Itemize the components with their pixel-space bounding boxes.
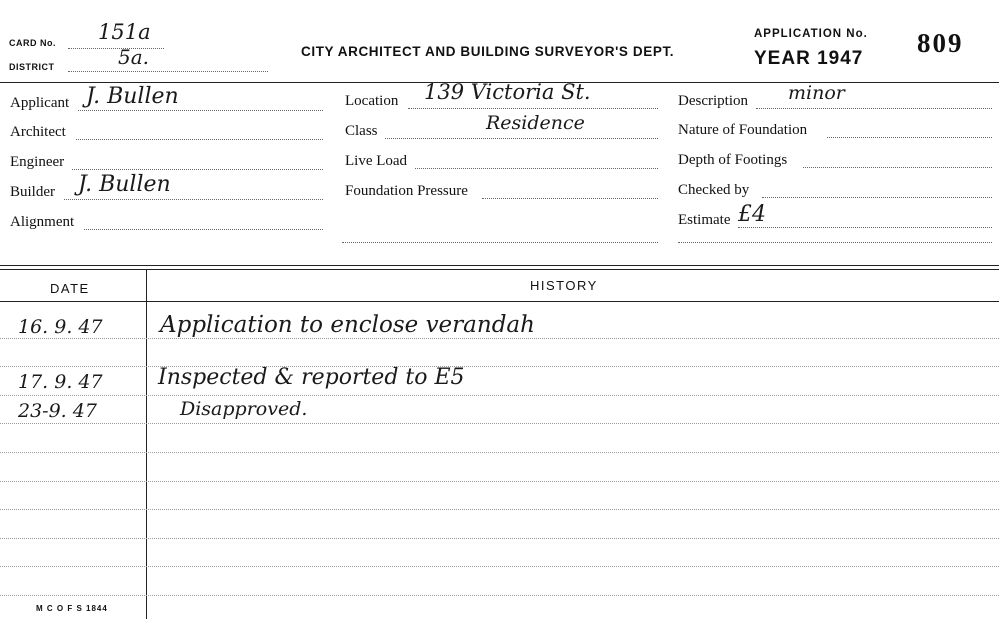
- live-load-label: Live Load: [345, 153, 408, 169]
- location-label: Location: [345, 93, 399, 109]
- application-number: 809: [917, 28, 964, 58]
- architect-label: Architect: [10, 124, 66, 140]
- class-label: Class: [345, 123, 378, 139]
- history-row-2-date: 17. 9. 47: [18, 371, 103, 393]
- history-row-2-text: Inspected & reported to E5: [158, 365, 465, 390]
- history-row-1-date: 16. 9. 47: [18, 316, 103, 338]
- date-column-header: DATE: [50, 281, 90, 296]
- card-number-value: 151a: [98, 20, 151, 44]
- application-number-label: APPLICATION No.: [754, 28, 868, 40]
- depth-of-footings-label: Depth of Footings: [678, 152, 788, 168]
- district-value: 5a.: [118, 45, 150, 69]
- builder-label: Builder: [10, 184, 55, 200]
- nature-of-foundation-label: Nature of Foundation: [678, 122, 808, 138]
- history-row-1-text: Application to enclose verandah: [160, 312, 535, 338]
- description-label: Description: [678, 93, 748, 109]
- checked-by-label: Checked by: [678, 182, 750, 198]
- history-column-header: HISTORY: [530, 278, 598, 293]
- builder-value: J. Bullen: [78, 172, 171, 197]
- applicant-value: J. Bullen: [86, 84, 179, 109]
- district-label: DISTRICT: [9, 62, 55, 72]
- department-title: CITY ARCHITECT AND BUILDING SURVEYOR'S DEPT.: [301, 44, 675, 59]
- engineer-label: Engineer: [10, 154, 65, 170]
- estimate-label: Estimate: [678, 212, 731, 228]
- history-row-3-date: 23-9. 47: [18, 400, 97, 422]
- class-value: Residence: [486, 112, 585, 134]
- card-number-label: CARD No.: [9, 38, 56, 48]
- year-label: YEAR 1947: [754, 48, 864, 69]
- history-row-3-text: Disapproved.: [180, 398, 308, 420]
- applicant-label: Applicant: [10, 95, 70, 111]
- description-value: minor: [788, 82, 845, 104]
- alignment-label: Alignment: [10, 214, 75, 230]
- estimate-value: £4: [738, 202, 766, 227]
- form-code: M C O F S 1844: [36, 604, 108, 613]
- foundation-pressure-label: Foundation Pressure: [345, 183, 468, 199]
- location-value: 139 Victoria St.: [424, 80, 591, 104]
